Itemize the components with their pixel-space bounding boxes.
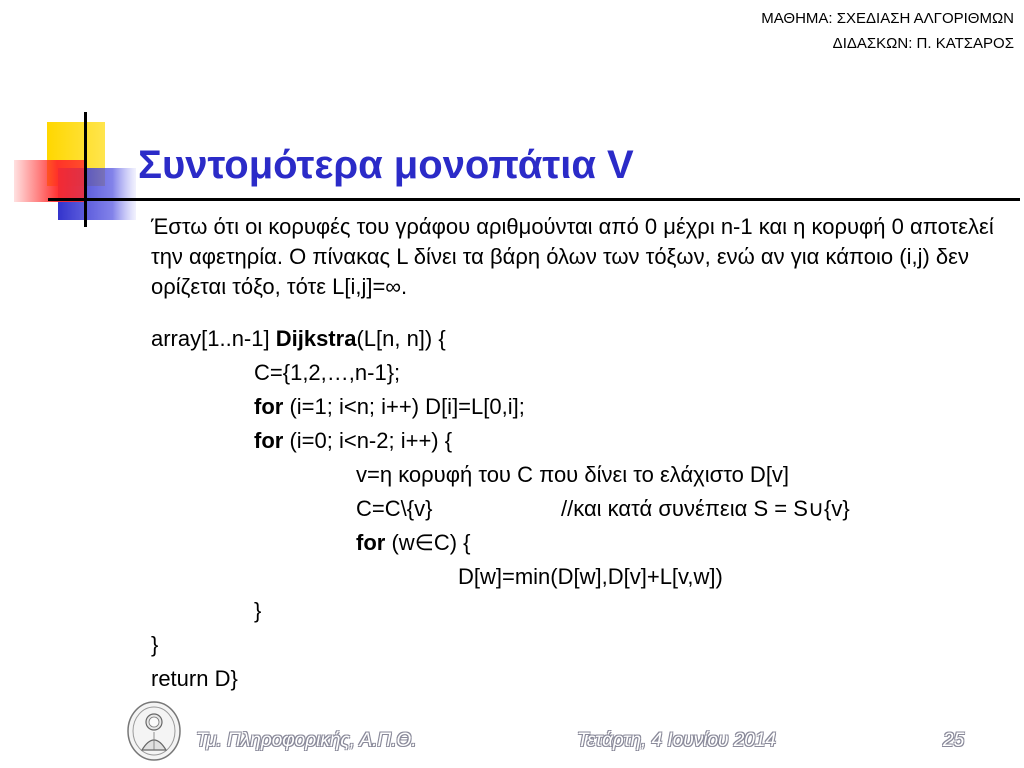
code-line: } <box>254 598 262 623</box>
slide-footer <box>0 730 1024 760</box>
code-line: C=C\{v} //και κατά συνέπεια S = S∪{v} <box>356 496 850 521</box>
code-line: D[w]=min(D[w],D[v]+L[v,w]) <box>458 564 723 589</box>
code-line: for (i=0; i<n-2; i++) { <box>254 428 453 453</box>
intro-paragraph: Έστω ότι οι κορυφές του γράφου αριθμούνται από 0 μέχρι n-1 και η κορυφή 0 αποτελεί την αφετηρία. Ο πίνακας L δίνει τα βάρη όλων των τόξων, ενώ αν για κάποιο (i,j) δεν ορίζεται τόξο, τότε L[i,j]=∞. <box>151 214 994 299</box>
code-keyword: for <box>356 530 386 555</box>
slide-title: Συντομότερα μονοπάτια V <box>138 143 634 187</box>
code-keyword: for <box>254 428 284 453</box>
code-line: return D} <box>151 666 238 691</box>
code-comment: //και κατά συνέπεια S = S∪{v} <box>561 496 850 521</box>
course-label: ΜΑΘΗΜΑ: ΣΧΕΔΙΑΣΗ ΑΛΓΟΡΙΘΜΩΝ <box>761 10 1014 27</box>
code-keyword: Dijkstra <box>275 326 357 351</box>
code-line: } <box>151 632 159 657</box>
code-line: for (i=1; i<n; i++) D[i]=L[0,i]; <box>254 394 525 419</box>
title-underline <box>48 198 1020 201</box>
footer-page-number: 25 <box>943 730 965 751</box>
slide-header <box>761 6 1014 56</box>
code-keyword: for <box>254 394 284 419</box>
code-line: C={1,2,…,n-1}; <box>254 360 401 385</box>
decorative-squares <box>0 0 140 240</box>
code-line: array[1..n-1] Dijkstra(L[n, n]) { <box>151 326 446 351</box>
code-line: v=η κορυφή του C που δίνει το ελάχιστο D[v] <box>356 462 790 487</box>
code-line: for (w∈C) { <box>356 530 471 555</box>
footer-department: Τμ. Πληροφορικής, Α.Π.Θ. <box>196 730 417 751</box>
pseudocode-block <box>151 322 850 696</box>
instructor-label: ΔΙΔΑΣΚΩΝ: Π. ΚΑΤΣΑΡΟΣ <box>832 35 1014 52</box>
footer-date: Τετάρτη, 4 Ιουνίου 2014 <box>577 730 776 751</box>
